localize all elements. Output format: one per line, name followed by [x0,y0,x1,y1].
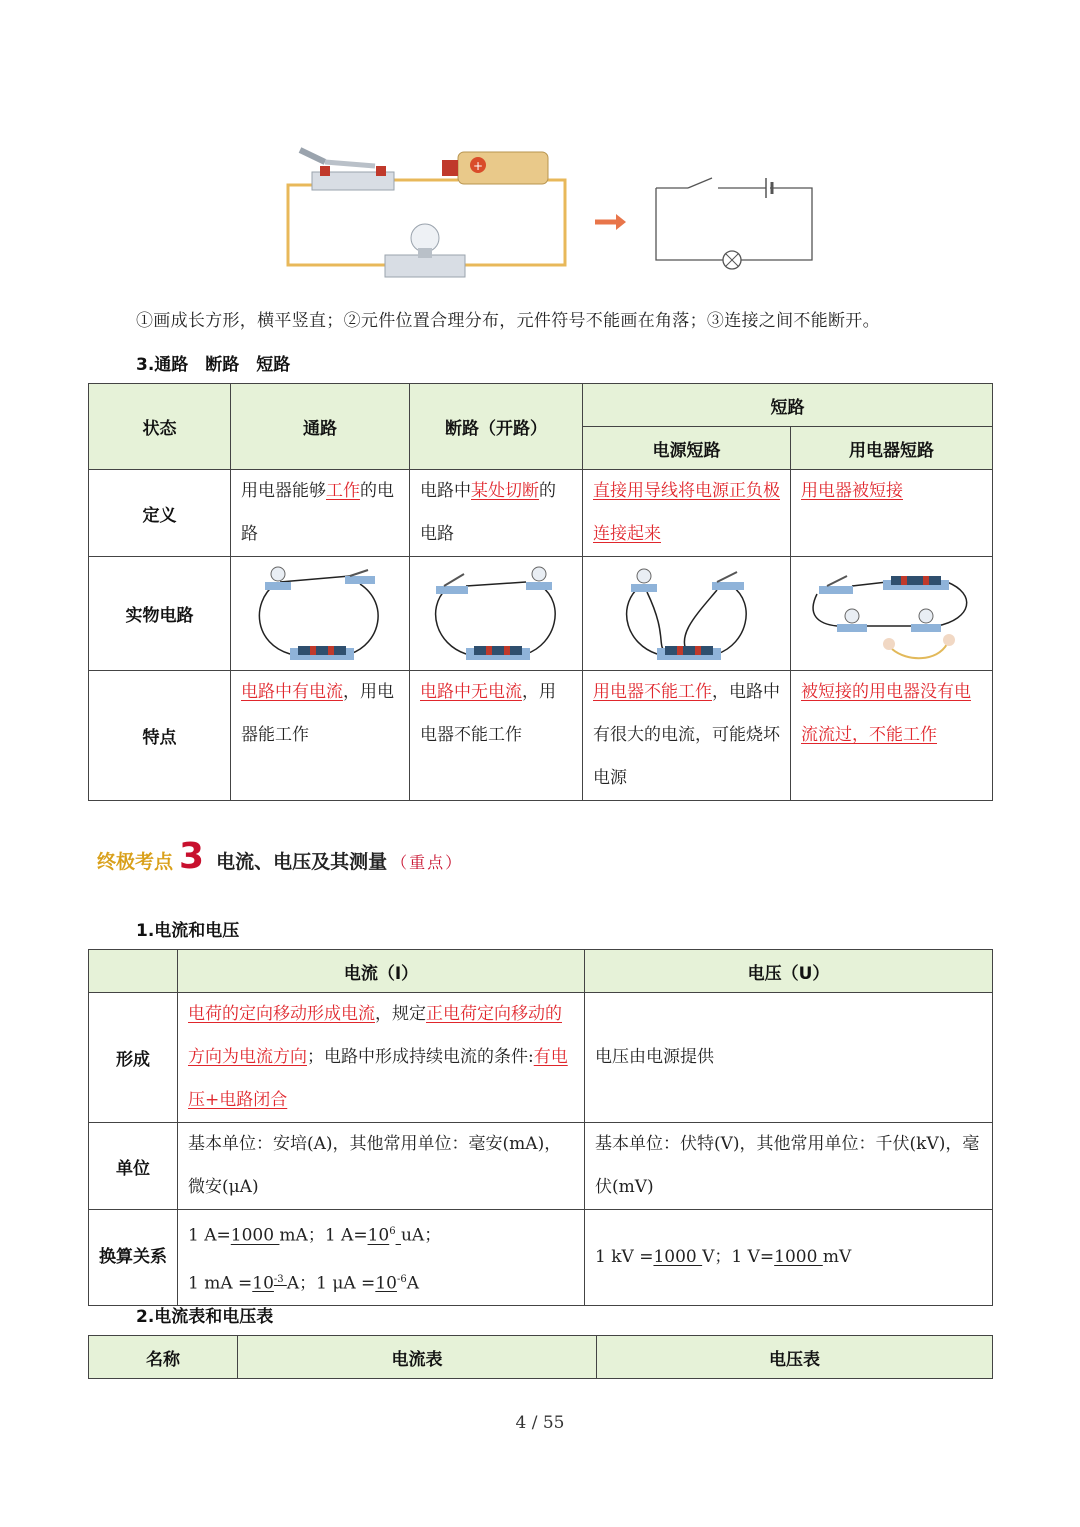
header-current: 电流（I） [178,950,585,993]
definition-device-short: 用电器被短接 [791,470,993,557]
formation-current: 电荷的定向移动形成电流，规定正电荷定向移动的方向为电流方向；电路中形成持续电流的条件:有电压+电路闭合 [178,993,585,1123]
row-label-feature: 特点 [89,671,231,801]
row-label-unit: 单位 [89,1123,178,1210]
conversion-voltage: 1 kV =1000 V；1 V=1000 mV [585,1210,993,1306]
header-state: 状态 [89,384,231,470]
feature-open-path: 电路中有电流，用电器能工作 [231,671,410,801]
device-short-circuit-image [807,564,977,664]
subheading-meters: 2.电流表和电压表 [136,1307,274,1327]
feature-broken: 电路中无电流，用电器不能工作 [410,671,583,801]
definition-broken: 电路中某处切断的电路 [410,470,583,557]
header-broken-circuit: 断路（开路） [410,384,583,470]
row-label-physical-circuit: 实物电路 [89,557,231,671]
header-voltage: 电压（U） [585,950,993,993]
definition-open-path: 用电器能够工作的电路 [231,470,410,557]
circuit-image-broken [410,557,583,671]
current-voltage-table [88,949,993,1306]
section-label: 终极考点 [97,851,174,873]
definition-source-short: 直接用导线将电源正负极连接起来 [583,470,791,557]
circuit-illustration [280,110,820,290]
section-heading-circuit-states: 3.通路 断路 短路 [136,355,291,375]
page-number: 4 / 55 [515,1413,565,1433]
header-open-path: 通路 [231,384,410,470]
section-tag: （重点） [391,853,464,872]
feature-source-short: 用电器不能工作，电路中有很大的电流，可能烧坏电源 [583,671,791,801]
unit-current: 基本单位：安培(A)，其他常用单位：毫安(mA)，微安(μA) [178,1123,585,1210]
subheading-current-voltage: 1.电流和电压 [136,921,240,941]
schematic-rules-text: ①画成长方形，横平竖直；②元件位置合理分布，元件符号不能画在角落；③连接之间不能断开。 [136,311,880,331]
circuit-image-source-short [583,557,791,671]
conversion-current [178,1210,585,1306]
row-label-definition: 定义 [89,470,231,557]
header-name: 名称 [89,1336,238,1379]
header-blank [89,950,178,993]
meters-table [88,1335,993,1379]
header-device-short: 用电器短路 [791,427,993,470]
circuit-image-open-path [231,557,410,671]
ultimate-point-heading [97,836,463,880]
section-number: 3 [179,836,205,877]
broken-circuit-image [426,564,566,664]
circuit-figure [280,110,820,290]
conversion-current-line2: 1 mA $=10^{-3}$ A；1 $\mu A =10^{-6}A$ [188,1273,419,1294]
circuit-image-device-short [791,557,993,671]
unit-voltage: 基本单位：伏特(V)，其他常用单位：千伏(kV)，毫伏(mV) [585,1123,993,1210]
row-label-formation: 形成 [89,993,178,1123]
section-title: 电流、电压及其测量 [216,851,388,873]
svg-text:+: + [473,159,484,173]
header-short-circuit: 短路 [583,384,993,427]
formation-voltage: 电压由电源提供 [585,993,993,1123]
header-voltmeter: 电压表 [597,1336,993,1379]
header-ammeter: 电流表 [238,1336,597,1379]
open-path-circuit-image [250,564,390,664]
source-short-circuit-image [617,564,757,664]
feature-device-short: 被短接的用电器没有电流流过，不能工作 [791,671,993,801]
row-label-conversion: 换算关系 [89,1210,178,1306]
circuit-states-table [88,383,993,801]
header-source-short: 电源短路 [583,427,791,470]
conversion-current-line1: 1 A=1000 mA；1 $A=10^6$ uA； [188,1225,442,1246]
